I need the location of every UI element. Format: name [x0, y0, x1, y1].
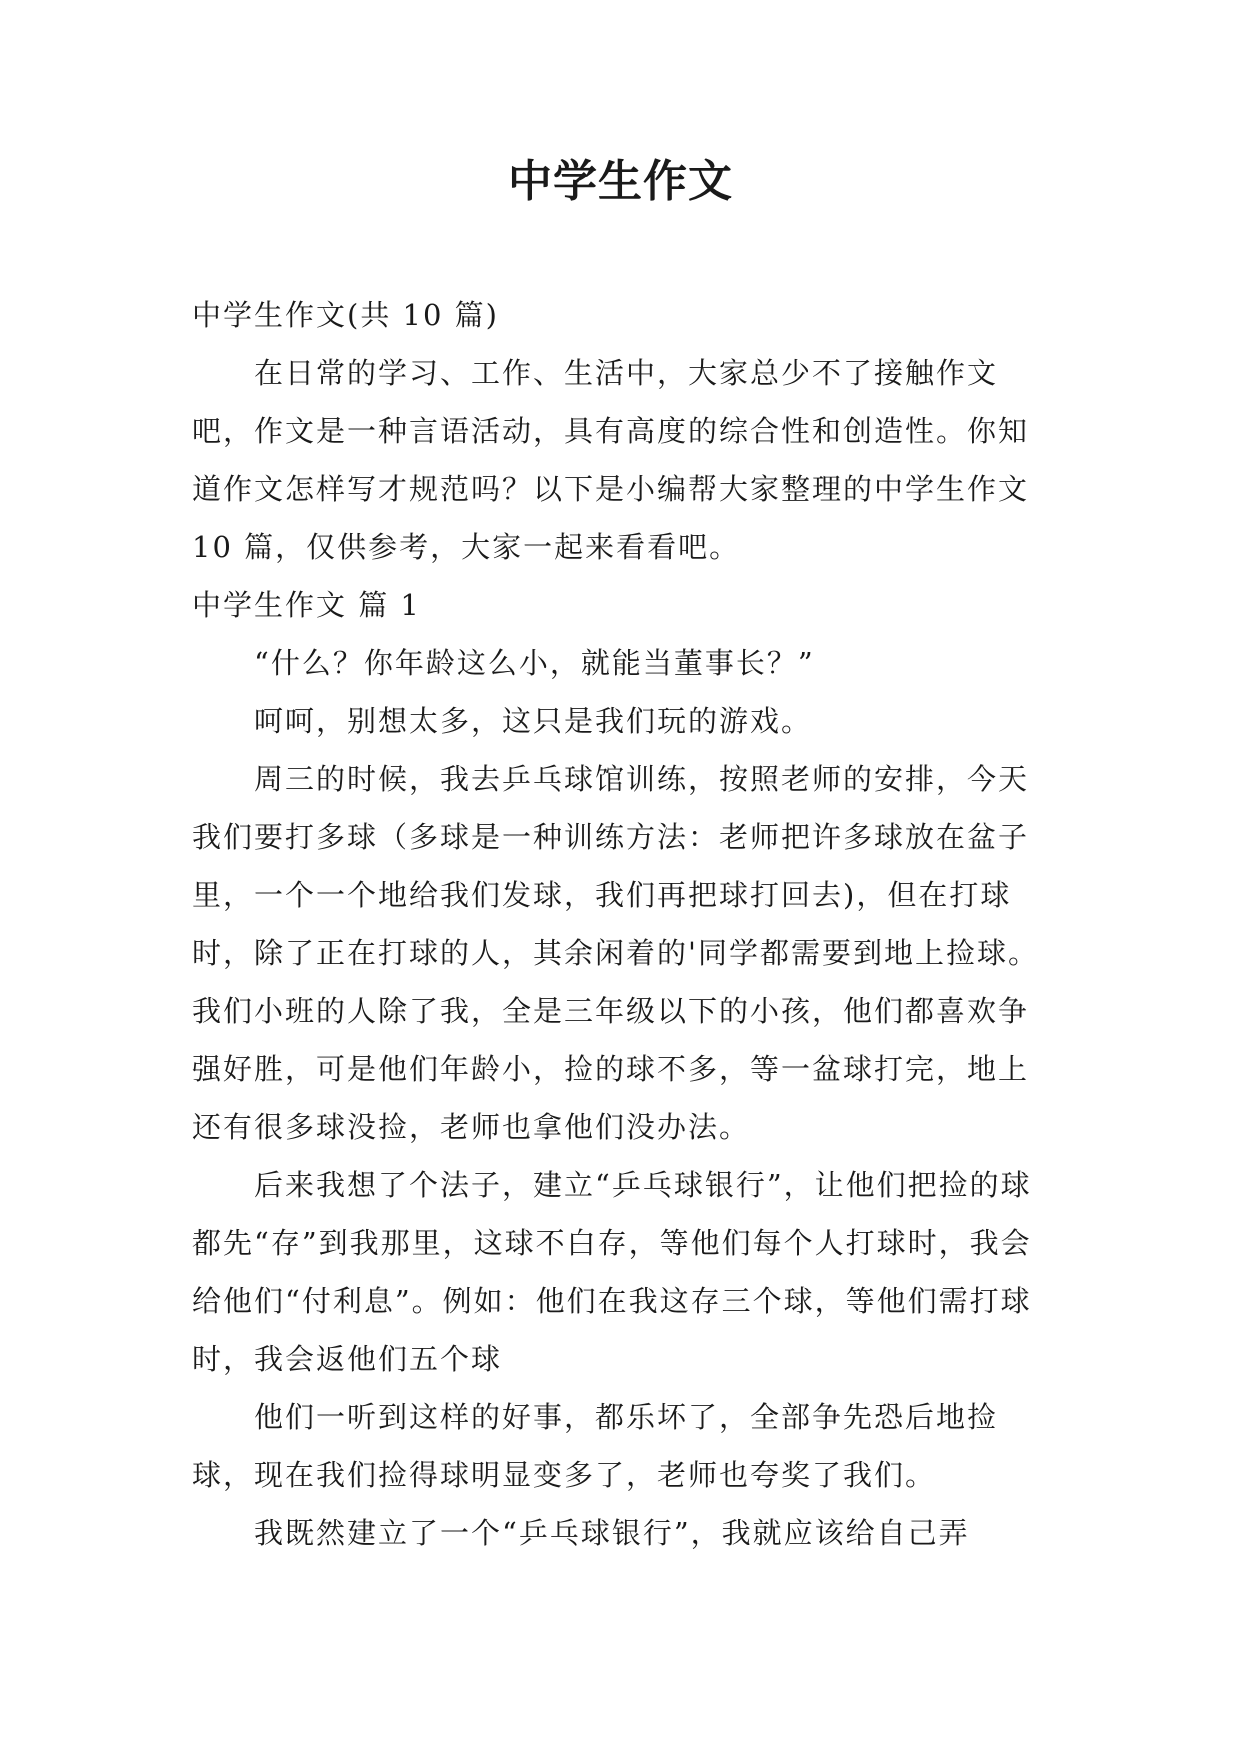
section-heading: 中学生作文 篇 1	[192, 588, 421, 622]
document-body	[192, 286, 1052, 1562]
intro-paragraph: 在日常的学习、工作、生活中，大家总少不了接触作文吧，作文是一种言语活动，具有高度的综合性和创造性。你知道作文怎样写才规范吗？以下是小编帮大家整理的中学生作文 10 篇，仅供参考，大家一起来看看吧。	[192, 356, 1030, 564]
body-paragraph: 呵呵，别想太多，这只是我们玩的游戏。	[254, 704, 813, 738]
body-paragraph: 他们一听到这样的好事，都乐坏了，全部争先恐后地捡球，现在我们捡得球明显变多了，老师也夸奖了我们。	[192, 1400, 999, 1492]
body-paragraph: 我既然建立了一个“乒乓球银行”，我就应该给自己弄	[254, 1516, 970, 1550]
body-paragraph: 后来我想了个法子，建立“乒乓球银行”，让他们把捡的球都先“存”到我那里，这球不白存，等他们每个人打球时，我会给他们“付利息”。例如：他们在我这存三个球，等他们需打球时，我会返他们五个球	[192, 1168, 1032, 1376]
intro-heading: 中学生作文(共 10 篇)	[192, 298, 499, 332]
document-title: 中学生作文	[508, 156, 733, 207]
body-paragraph: 周三的时候，我去乒乓球馆训练，按照老师的安排，今天我们要打多球（多球是一种训练方法：老师把许多球放在盆子里，一个一个地给我们发球，我们再把球打回去)，但在打球时，除了正在打球的人，其余闲着的'同学都需要到地上捡球。我们小班的人除了我，全是三年级以下的小孩，他们都喜欢争强好胜，可是他们年龄小，捡的球不多，等一盆球打完，地上还有很多球没捡，老师也拿他们没办法。	[192, 762, 1039, 1144]
body-paragraph: “什么？你年龄这么小，就能当董事长？”	[254, 646, 815, 680]
